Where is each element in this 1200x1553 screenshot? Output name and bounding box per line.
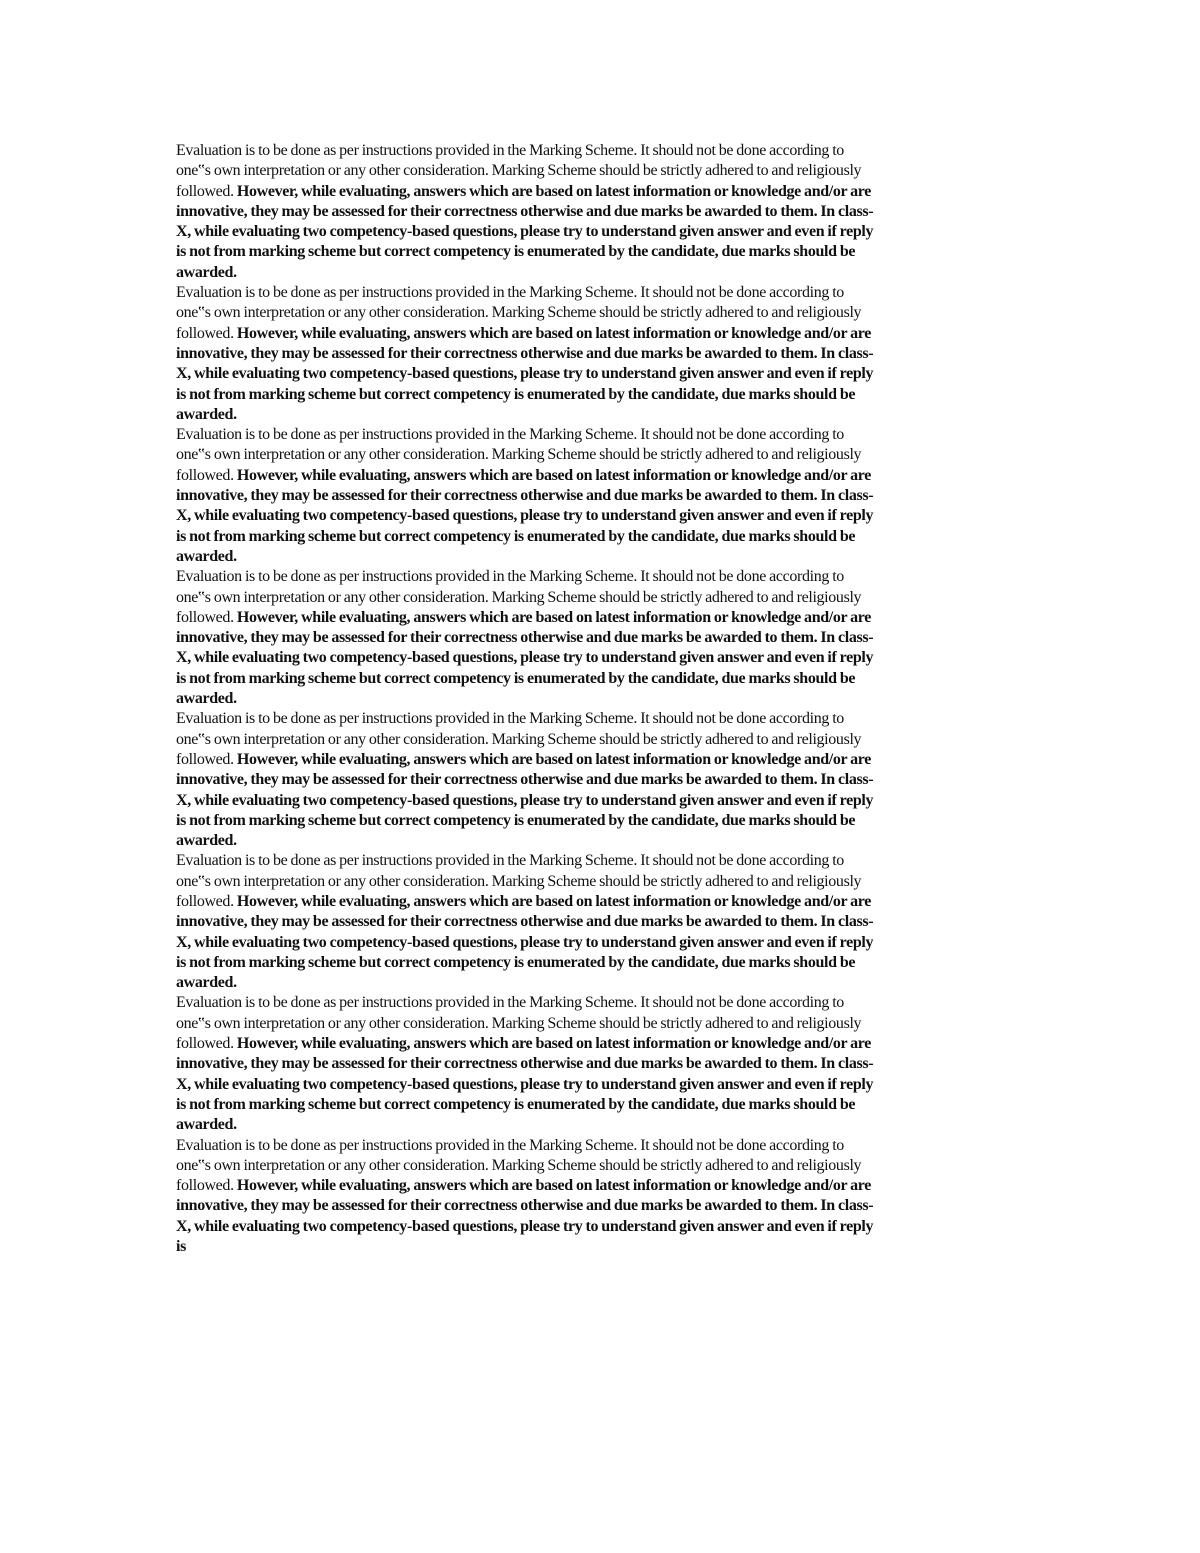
paragraph-normal-text: Evaluation is to be done as per instructions provided in the Marking Scheme. It should not be done according to one‟s own interpretation or any other consideration. Marking Scheme should be strictly adhered to and religiously followed. [176,426,862,484]
paragraph [176,851,876,993]
paragraph-normal-text: Evaluation is to be done as per instructions provided in the Marking Scheme. It should not be done according to one‟s own interpretation or any other consideration. Marking Scheme should be strictly adhered to and religiously followed. [176,852,862,910]
paragraph [176,993,876,1135]
paragraph [176,567,876,709]
paragraph [176,283,876,425]
paragraph-normal-text: Evaluation is to be done as per instructions provided in the Marking Scheme. It should not be done according to one‟s own interpretation or any other consideration. Marking Scheme should be strictly adhered to and religiously followed. [176,142,862,200]
paragraph-bold-text: However, while evaluating, answers which are based on latest information or knowledge and/or are innovative, they may be assessed for their correctness otherwise and due marks be awarded to them. In class-X, while evaluating two competency-based questions, please try to understand given answer and even if reply is not from marking scheme but correct competency is enumerated by the candidate, due marks should be awarded. [176,608,874,708]
paragraph-bold-text: However, while evaluating, answers which are based on latest information or knowledge and/or are innovative, they may be assessed for their correctness otherwise and due marks be awarded to them. In class-X, while evaluating two competency-based questions, please try to understand given answer and even if reply is not from marking scheme but correct competency is enumerated by the candidate, due marks should be awarded. [176,1035,874,1134]
body-text [176,141,876,1403]
paragraph-normal-text: Evaluation is to be done as per instructions provided in the Marking Scheme. It should not be done according to one‟s own interpretation or any other consideration. Marking Scheme should be strictly adhered to and religiously followed. [176,1136,862,1195]
paragraph-bold-text: However, while evaluating, answers which are based on latest information or knowledge and/or are innovative, they may be assessed for their correctness otherwise and due marks be awarded to them. In class-X, while evaluating two competency-based questions, please try to understand given answer and even if reply is [176,1177,874,1256]
paragraph [176,141,876,283]
paragraph-bold-text: However, while evaluating, answers which are based on latest information or knowledge and/or are innovative, they may be assessed for their correctness otherwise and due marks be awarded to them. In class-X, while evaluating two competency-based questions, please try to understand given answer and even if reply is not from marking scheme but correct competency is enumerated by the candidate, due marks should be awarded. [176,750,874,850]
paragraph-bold-text: However, while evaluating, answers which are based on latest information or knowledge and/or are innovative, they may be assessed for their correctness otherwise and due marks be awarded to them. In class-X, while evaluating two competency-based questions, please try to understand given answer and even if reply is not from marking scheme but correct competency is enumerated by the candidate, due marks should be awarded. [176,466,874,565]
paragraph-normal-text: Evaluation is to be done as per instructions provided in the Marking Scheme. It should not be done according to one‟s own interpretation or any other consideration. Marking Scheme should be strictly adhered to and religiously followed. [176,710,862,768]
paragraph [176,1136,876,1258]
paragraph-bold-text: However, while evaluating, answers which are based on latest information or knowledge and/or are innovative, they may be assessed for their correctness otherwise and due marks be awarded to them. In class-X, while evaluating two competency-based questions, please try to understand given answer and even if reply is not from marking scheme but correct competency is enumerated by the candidate, due marks should be awarded. [176,182,874,281]
paragraph [176,709,876,851]
paragraph-bold-text: However, while evaluating, answers which are based on latest information or knowledge and/or are innovative, they may be assessed for their correctness otherwise and due marks be awarded to them. In class-X, while evaluating two competency-based questions, please try to understand given answer and even if reply is not from marking scheme but correct competency is enumerated by the candidate, due marks should be awarded. [176,892,874,992]
paragraph-normal-text: Evaluation is to be done as per instructions provided in the Marking Scheme. It should not be done according to one‟s own interpretation or any other consideration. Marking Scheme should be strictly adhered to and religiously followed. [176,994,862,1053]
paragraph [176,425,876,567]
paragraph-bold-text: However, while evaluating, answers which are based on latest information or knowledge and/or are innovative, they may be assessed for their correctness otherwise and due marks be awarded to them. In class-X, while evaluating two competency-based questions, please try to understand given answer and even if reply is not from marking scheme but correct competency is enumerated by the candidate, due marks should be awarded. [176,324,874,423]
paragraph-normal-text: Evaluation is to be done as per instructions provided in the Marking Scheme. It should not be done according to one‟s own interpretation or any other consideration. Marking Scheme should be strictly adhered to and religiously followed. [176,568,862,626]
paragraph-normal-text: Evaluation is to be done as per instructions provided in the Marking Scheme. It should not be done according to one‟s own interpretation or any other consideration. Marking Scheme should be strictly adhered to and religiously followed. [176,284,862,342]
